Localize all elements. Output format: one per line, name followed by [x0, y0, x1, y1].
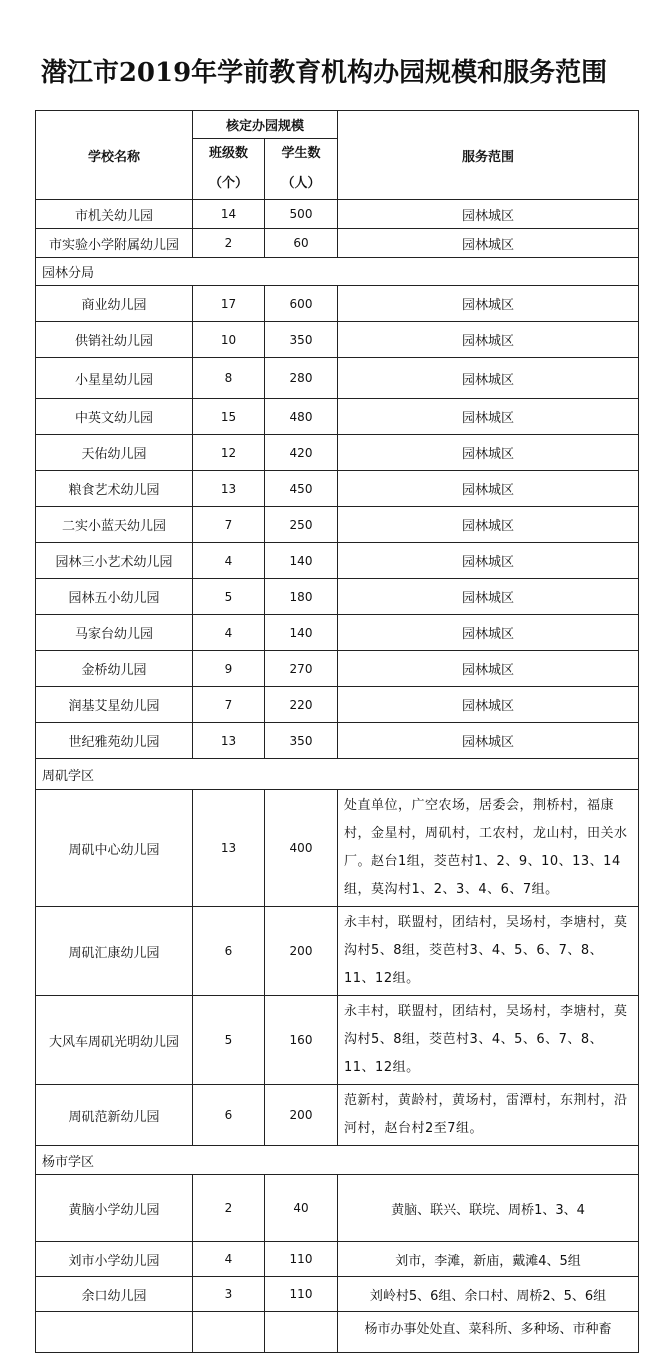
school-name: 刘市小学幼儿园 [36, 1242, 193, 1277]
table-row [36, 790, 639, 907]
table-row [36, 229, 639, 258]
section-row [36, 759, 639, 790]
header-range: 服务范围 [338, 111, 639, 200]
section-label: 周矶学区 [36, 759, 639, 790]
table-row [36, 435, 639, 471]
class-count: 4 [193, 1242, 265, 1277]
service-range: 黄脑、联兴、联垸、周桥1、3、4 [338, 1175, 639, 1242]
class-count: 2 [193, 1175, 265, 1242]
table-row [36, 1085, 639, 1146]
table-row [36, 543, 639, 579]
school-name: 市实验小学附属幼儿园 [36, 229, 193, 258]
student-count: 110 [265, 1277, 338, 1312]
student-count: 110 [265, 1242, 338, 1277]
class-count: 2 [193, 229, 265, 258]
table-row [36, 687, 639, 723]
service-range: 园林城区 [338, 687, 639, 723]
class-count: 13 [193, 723, 265, 759]
table-row [36, 996, 639, 1085]
student-count: 140 [265, 615, 338, 651]
service-range: 刘市，李滩，新庙，戴滩4、5组 [338, 1242, 639, 1277]
student-count: 450 [265, 471, 338, 507]
header-name: 学校名称 [36, 111, 193, 200]
school-name: 余口幼儿园 [36, 1277, 193, 1312]
table-row [36, 723, 639, 759]
table-row [36, 1312, 639, 1353]
service-range: 园林城区 [338, 358, 639, 399]
service-range: 杨市办事处处直、菜科所、多种场、市种畜 [338, 1312, 639, 1353]
student-count: 160 [265, 996, 338, 1085]
service-range: 刘岭村5、6组、余口村、周桥2、5、6组 [338, 1277, 639, 1312]
table-row [36, 579, 639, 615]
school-name [36, 1312, 193, 1353]
student-count: 40 [265, 1175, 338, 1242]
service-range: 永丰村，联盟村，团结村，吴场村，李塘村，莫沟村5、8组，茭芭村3、4、5、6、7、8、11、12组。 [338, 907, 639, 996]
table-row [36, 615, 639, 651]
school-name: 润基艾星幼儿园 [36, 687, 193, 723]
student-count: 60 [265, 229, 338, 258]
school-name: 黄脑小学幼儿园 [36, 1175, 193, 1242]
table-row [36, 651, 639, 687]
header-scale: 核定办园规模 [193, 111, 338, 139]
table-row [36, 1175, 639, 1242]
student-count: 200 [265, 907, 338, 996]
school-name: 周矶中心幼儿园 [36, 790, 193, 907]
table-row [36, 1242, 639, 1277]
class-count: 17 [193, 286, 265, 322]
school-name: 大风车周矶光明幼儿园 [36, 996, 193, 1085]
table-row [36, 358, 639, 399]
table-row [36, 399, 639, 435]
class-count: 7 [193, 687, 265, 723]
header-classes [193, 139, 265, 200]
student-count: 400 [265, 790, 338, 907]
table-row [36, 471, 639, 507]
student-count: 140 [265, 543, 338, 579]
student-count: 270 [265, 651, 338, 687]
student-count: 220 [265, 687, 338, 723]
class-count: 15 [193, 399, 265, 435]
class-count: 13 [193, 790, 265, 907]
class-count: 3 [193, 1277, 265, 1312]
service-range: 范新村，黄龄村，黄场村，雷潭村，东荆村，沿河村，赵台村2至7组。 [338, 1085, 639, 1146]
class-count: 10 [193, 322, 265, 358]
school-name: 周矶范新幼儿园 [36, 1085, 193, 1146]
header-classes-text: 班级数（个） [208, 146, 248, 191]
class-count: 4 [193, 615, 265, 651]
table-row [36, 322, 639, 358]
service-range: 园林城区 [338, 229, 639, 258]
student-count: 600 [265, 286, 338, 322]
service-range: 园林城区 [338, 651, 639, 687]
school-name: 商业幼儿园 [36, 286, 193, 322]
class-count [193, 1312, 265, 1353]
table-row [36, 1277, 639, 1312]
class-count: 6 [193, 907, 265, 996]
class-count: 7 [193, 507, 265, 543]
section-row [36, 1146, 639, 1175]
header-students-text: 学生数（人） [281, 146, 321, 191]
student-count: 180 [265, 579, 338, 615]
header-students [265, 139, 338, 200]
section-label: 园林分局 [36, 258, 639, 286]
student-count: 350 [265, 723, 338, 759]
school-name: 马家台幼儿园 [36, 615, 193, 651]
class-count: 8 [193, 358, 265, 399]
school-name: 园林三小艺术幼儿园 [36, 543, 193, 579]
table-row [36, 200, 639, 229]
school-name: 世纪雅苑幼儿园 [36, 723, 193, 759]
student-count: 420 [265, 435, 338, 471]
school-name: 供销社幼儿园 [36, 322, 193, 358]
section-label: 杨市学区 [36, 1146, 639, 1175]
class-count: 5 [193, 579, 265, 615]
class-count: 14 [193, 200, 265, 229]
school-name: 园林五小幼儿园 [36, 579, 193, 615]
table-row [36, 286, 639, 322]
service-range: 园林城区 [338, 200, 639, 229]
school-name: 周矶汇康幼儿园 [36, 907, 193, 996]
class-count: 4 [193, 543, 265, 579]
class-count: 13 [193, 471, 265, 507]
service-range: 园林城区 [338, 579, 639, 615]
service-range: 处直单位，广空农场，居委会，荆桥村，福康村，金星村，周矶村，工农村，龙山村，田关水厂。赵台1组，茭芭村1、2、9、10、13、14组，莫沟村1、2、3、4、6、7组。 [338, 790, 639, 907]
school-name: 二实小蓝天幼儿园 [36, 507, 193, 543]
service-range: 园林城区 [338, 435, 639, 471]
class-count: 12 [193, 435, 265, 471]
section-row [36, 258, 639, 286]
service-range: 园林城区 [338, 723, 639, 759]
table-row [36, 507, 639, 543]
school-name: 市机关幼儿园 [36, 200, 193, 229]
page-title: 潜江市2019年学前教育机构办园规模和服务范围 [40, 58, 608, 88]
class-count: 6 [193, 1085, 265, 1146]
service-range: 园林城区 [338, 322, 639, 358]
school-name: 小星星幼儿园 [36, 358, 193, 399]
class-count: 9 [193, 651, 265, 687]
service-range: 园林城区 [338, 507, 639, 543]
table-row [36, 907, 639, 996]
school-name: 金桥幼儿园 [36, 651, 193, 687]
service-range: 园林城区 [338, 615, 639, 651]
service-range: 园林城区 [338, 543, 639, 579]
student-count: 500 [265, 200, 338, 229]
service-range: 永丰村，联盟村，团结村，吴场村，李塘村，莫沟村5、8组，茭芭村3、4、5、6、7、8、11、12组。 [338, 996, 639, 1085]
service-range: 园林城区 [338, 399, 639, 435]
school-name: 粮食艺术幼儿园 [36, 471, 193, 507]
school-name: 中英文幼儿园 [36, 399, 193, 435]
kindergarten-table [35, 110, 639, 1353]
student-count: 200 [265, 1085, 338, 1146]
class-count: 5 [193, 996, 265, 1085]
service-range: 园林城区 [338, 471, 639, 507]
service-range: 园林城区 [338, 286, 639, 322]
student-count: 280 [265, 358, 338, 399]
student-count: 480 [265, 399, 338, 435]
school-name: 天佑幼儿园 [36, 435, 193, 471]
student-count: 350 [265, 322, 338, 358]
student-count [265, 1312, 338, 1353]
student-count: 250 [265, 507, 338, 543]
